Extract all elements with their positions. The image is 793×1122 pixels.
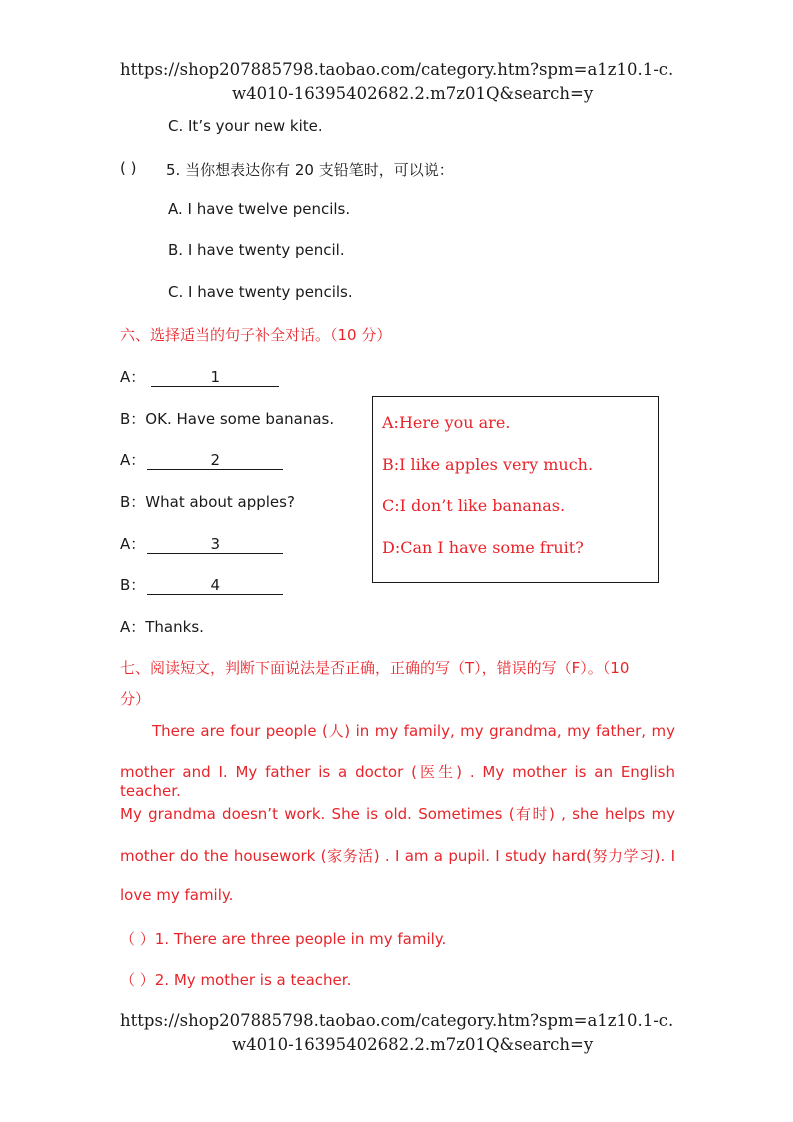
speaker: A： bbox=[120, 368, 146, 386]
statement-1 bbox=[120, 928, 446, 949]
speaker: A： bbox=[120, 618, 146, 636]
footer-url-line1[interactable]: https://shop207885798.taobao.com/category.htm?spm=a1z10.1-c. bbox=[120, 1011, 674, 1030]
passage-line-3: My grandma doesn’t work. She is old. Sometimes (有时) , she helps my bbox=[120, 805, 675, 823]
box-option-b: B:I like apples very much. bbox=[382, 455, 594, 474]
q5-stem: 5. 当你想表达你有 20 支铅笔时，可以说： bbox=[166, 161, 454, 179]
statement-text: 2. My mother is a teacher. bbox=[154, 971, 352, 989]
dialogue-line-4 bbox=[120, 491, 295, 512]
answer-blank-4[interactable]: 4 bbox=[147, 576, 283, 595]
dialogue-text: OK. Have some bananas. bbox=[145, 410, 335, 428]
statement-2 bbox=[120, 969, 351, 990]
speaker: A： bbox=[120, 535, 146, 553]
sentence-options-box bbox=[372, 396, 659, 583]
answer-blank-3[interactable]: 3 bbox=[147, 535, 283, 554]
speaker: B： bbox=[120, 493, 146, 511]
q4-option-c: C. It’s your new kite. bbox=[168, 117, 323, 135]
dialogue-line-7 bbox=[120, 616, 204, 637]
dialogue-text: Thanks. bbox=[145, 618, 204, 636]
box-option-c: C:I don’t like bananas. bbox=[382, 496, 566, 515]
dialogue-text: What about apples? bbox=[145, 493, 295, 511]
q5-option-c: C. I have twenty pencils. bbox=[168, 283, 353, 301]
passage-line-4: mother do the housework (家务活) . I am a pupil. I study hard(努力学习). I bbox=[120, 847, 675, 865]
dialogue-line-3 bbox=[120, 449, 283, 470]
passage-line-1: There are four people (人) in my family, my grandma, my father, my bbox=[152, 722, 675, 740]
footer-url-line2[interactable]: w4010-16395402682.2.m7z01Q&search=y bbox=[232, 1035, 594, 1054]
box-option-d: D:Can I have some fruit? bbox=[382, 538, 584, 557]
speaker: B： bbox=[120, 410, 146, 428]
answer-blank-1[interactable]: 1 bbox=[151, 368, 279, 387]
box-option-a: A:Here you are. bbox=[382, 413, 511, 432]
dialogue-line-1 bbox=[120, 366, 279, 387]
answer-bracket-2[interactable]: （ ） bbox=[120, 971, 155, 989]
answer-bracket-1[interactable]: （ ） bbox=[120, 930, 155, 948]
answer-blank-2[interactable]: 2 bbox=[147, 451, 283, 470]
q5-option-b: B. I have twenty pencil. bbox=[168, 241, 345, 259]
section7-title-line2: 分） bbox=[120, 690, 151, 708]
header-url-line2[interactable]: w4010-16395402682.2.m7z01Q&search=y bbox=[232, 84, 594, 103]
q5-option-a: A. I have twelve pencils. bbox=[168, 200, 351, 218]
dialogue-line-5 bbox=[120, 533, 283, 554]
section6-title: 六、选择适当的句子补全对话。（10 分） bbox=[120, 326, 392, 344]
q5-bracket: ( ) bbox=[120, 159, 137, 177]
speaker: B： bbox=[120, 576, 146, 594]
dialogue-line-6 bbox=[120, 574, 283, 595]
section7-title-line1: 七、阅读短文，判断下面说法是否正确，正确的写（T），错误的写（F）。（10 bbox=[120, 659, 630, 677]
speaker: A： bbox=[120, 451, 146, 469]
header-url-line1[interactable]: https://shop207885798.taobao.com/category.htm?spm=a1z10.1-c. bbox=[120, 60, 674, 79]
passage-line-2: mother and I. My father is a doctor (医生) . My mother is an English teacher. bbox=[120, 763, 675, 800]
passage-line-5: love my family. bbox=[120, 886, 234, 904]
dialogue-line-2 bbox=[120, 408, 334, 429]
statement-text: 1. There are three people in my family. bbox=[154, 930, 447, 948]
